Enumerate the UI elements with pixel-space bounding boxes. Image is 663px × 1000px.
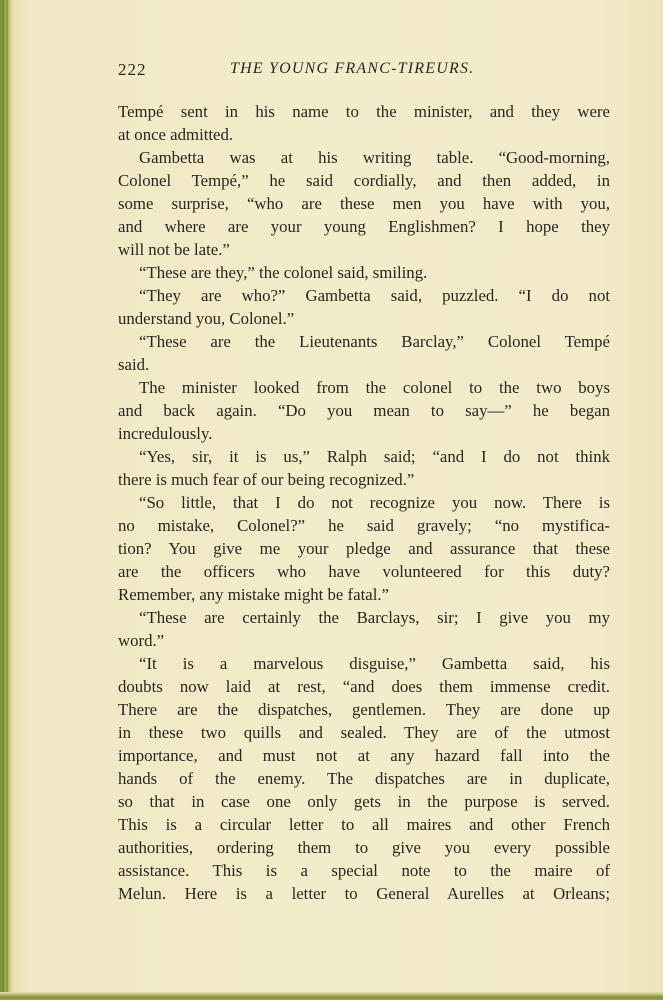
text-line: Gambetta was at his writing table. “Good-morning, xyxy=(139,148,610,167)
text-line: authorities, ordering them to give you every possible xyxy=(118,838,610,857)
text-line: “These are they,” the colonel said, smiling. xyxy=(139,263,428,282)
text-line: “They are who?” Gambetta said, puzzled. “I do not xyxy=(139,286,610,305)
text-line: Colonel Tempé,” he said cordially, and then added, in xyxy=(118,171,610,190)
text-line: doubts now laid at rest, “and does them immense credit. xyxy=(118,677,610,696)
text-line: incredulously. xyxy=(118,424,213,443)
page-number: 222 xyxy=(118,60,147,79)
text-line: Remember, any mistake might be fatal.” xyxy=(118,585,389,604)
text-line: said. xyxy=(118,355,150,374)
text-line: Tempé sent in his name to the minister, and they were xyxy=(118,102,610,121)
text-line: “These are certainly the Barclays, sir; I give you my xyxy=(139,608,610,627)
text-line: some surprise, “who are these men you have with you, xyxy=(118,194,610,213)
text-line: so that in case one only gets in the purpose is served. xyxy=(118,792,610,811)
text-line: “It is a marvelous disguise,” Gambetta said, his xyxy=(139,654,610,673)
text-line: are the officers who have volunteered for this duty? xyxy=(118,562,610,581)
text-line: “These are the Lieutenants Barclay,” Colonel Tempé xyxy=(139,332,610,351)
body-text xyxy=(118,100,610,905)
text-line: importance, and must not at any hazard fall into the xyxy=(118,746,610,765)
text-line: in these two quills and sealed. They are of the utmost xyxy=(118,723,610,742)
text-line: assistance. This is a special note to the maire of xyxy=(118,861,610,880)
text-line: there is much fear of our being recognized.” xyxy=(118,470,415,489)
text-line: The minister looked from the colonel to the two boys xyxy=(139,378,610,397)
running-title: THE YOUNG FRANC-TIREURS. xyxy=(230,60,475,77)
text-line: will not be late.” xyxy=(118,240,230,259)
text-line: This is a circular letter to all maires and other French xyxy=(118,815,610,834)
text-line: and back again. “Do you mean to say—” he began xyxy=(118,401,610,420)
text-line: “So little, that I do not recognize you now. There is xyxy=(139,493,610,512)
text-line: tion? You give me your pledge and assurance that these xyxy=(118,539,610,558)
text-line: understand you, Colonel.” xyxy=(118,309,295,328)
text-line: “Yes, sir, it is us,” Ralph said; “and I do not think xyxy=(139,447,610,466)
book-binding-edge xyxy=(0,0,14,1000)
running-header xyxy=(118,60,610,84)
text-line: hands of the enemy. The dispatches are in duplicate, xyxy=(118,769,610,788)
text-line: at once admitted. xyxy=(118,125,234,144)
text-line: Melun. Here is a letter to General Aurelles at Orleans; xyxy=(118,884,610,903)
text-line: and where are your young Englishmen? I hope they xyxy=(118,217,610,236)
book-bottom-edge xyxy=(0,992,663,1000)
text-line: There are the dispatches, gentlemen. They are done up xyxy=(118,700,610,719)
text-line: word.” xyxy=(118,631,165,650)
text-line: no mistake, Colonel?” he said gravely; “no mystifica- xyxy=(118,516,610,535)
